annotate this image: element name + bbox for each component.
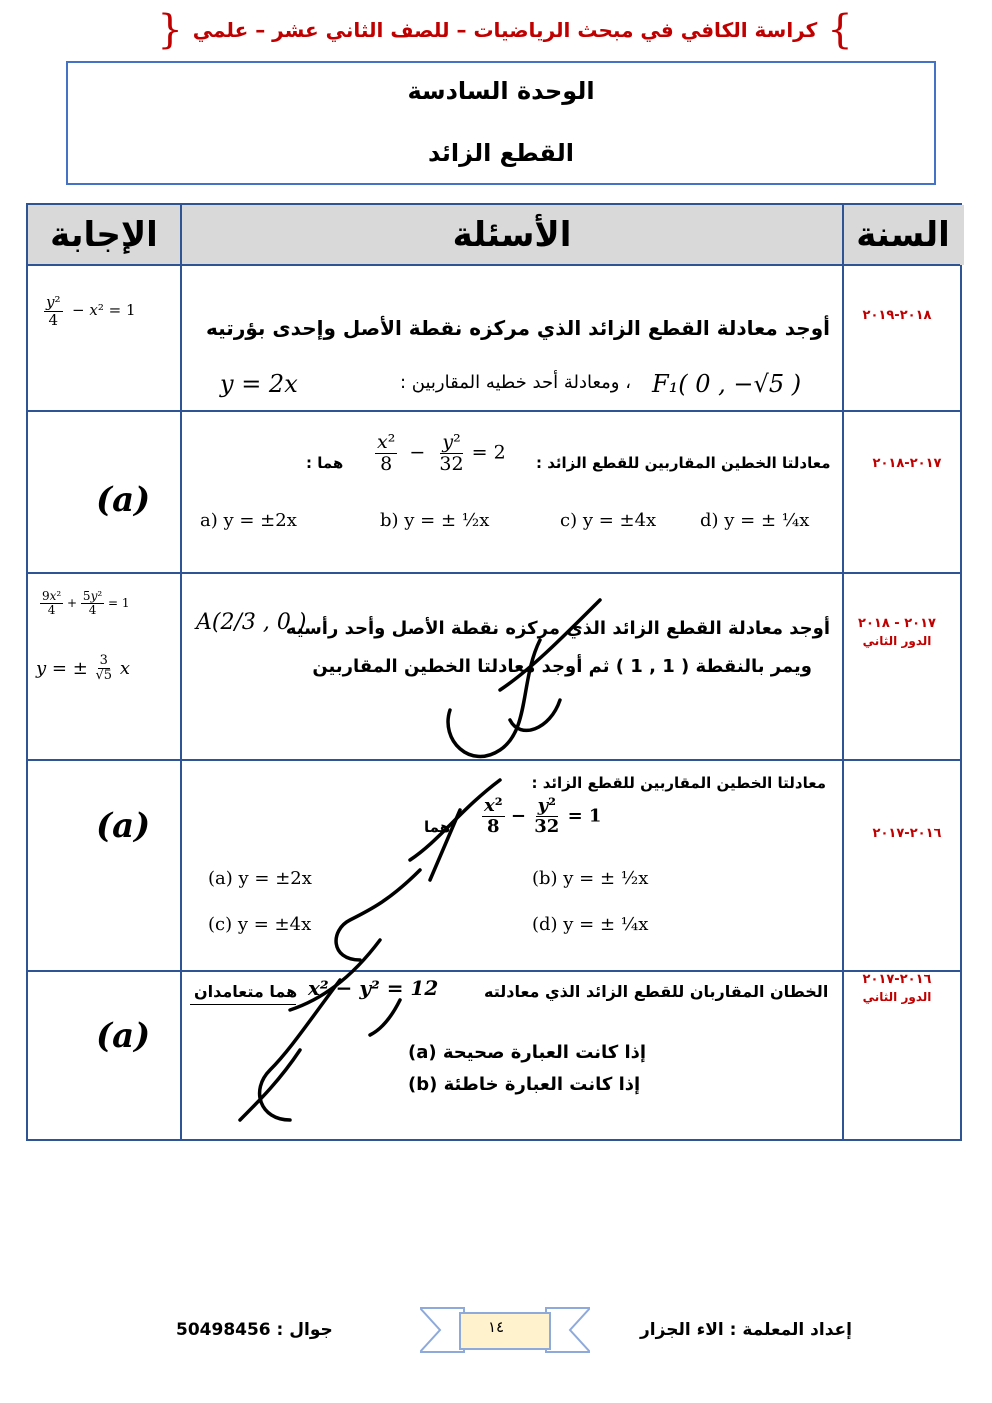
header-year: السنة: [856, 215, 950, 255]
row2-option-c: c) y = ±4x: [560, 510, 657, 531]
row1-asymptote: y = 2x: [220, 370, 298, 398]
row1-question-line2: ، ومعادلة أحد خطيه المقاربين :: [400, 372, 632, 393]
brace-left: {: [827, 7, 853, 53]
row3-question-line2: ويمر بالنقطة ( 1 , 1 ) ثم أوجد معادلتا الخطين المقاربين: [312, 656, 812, 677]
row2-answer: (a): [96, 480, 151, 520]
header-answer: الإجابة: [50, 215, 158, 255]
row4-question-tail: هما: [424, 818, 451, 836]
row5-question-tail: هما متعامدان: [194, 982, 298, 1001]
row3-answer-eq2: y = ± $\frac{3}{√5}$ x: [36, 653, 130, 684]
row-divider: [28, 264, 960, 266]
header-questions: الأسئلة: [452, 215, 572, 255]
row-divider: [28, 410, 960, 412]
row3-vertex: A(2/3 , 0 ): [196, 610, 307, 635]
row1-answer: $\frac{\text{y²}}{4}$ − x² = 1: [46, 293, 136, 329]
col-divider-answer: [180, 205, 182, 1139]
row2-option-b: b) y = ± ½x: [380, 510, 490, 531]
row4-option-a: (a) y = ±2x: [208, 868, 312, 889]
row2-option-a: a) y = ±2x: [200, 510, 297, 531]
row5-question: الخطان المقاربان للقطع الزائد الذي معادلته: [484, 982, 829, 1001]
unit-subtitle: القطع الزائد: [428, 139, 574, 167]
row4-equation: $\frac{\text{x²}}{8}$ − $\frac{\text{y²}}{32}$ = 1: [484, 795, 602, 837]
row4-option-c: (c) y = ±4x: [208, 914, 312, 935]
row5-option-a: (a) إذا كانت العبارة صحيحة: [408, 1042, 647, 1063]
row5-answer: (a): [96, 1016, 151, 1056]
footer-phone: جوال : 50498456: [176, 1320, 333, 1340]
row4-option-b: (b) y = ± ½x: [532, 868, 649, 889]
banner-title: كراسة الكافي في مبحث الرياضيات – للصف الثاني عشر – علمي: [192, 18, 818, 42]
row-divider: [28, 970, 960, 972]
row1-year: ٢٠١٨-٢٠١٩: [862, 308, 932, 323]
header-banner: [157, 7, 853, 53]
row2-question: معادلتا الخطين المقاربين للقطع الزائد :: [536, 454, 831, 472]
row3-answer-eq1: $\frac{\text{9x²}}{4}$ + $\frac{\text{5y²}}{4}$ = 1: [42, 589, 130, 618]
row4-answer: (a): [96, 806, 151, 846]
row3-year: ٢٠١٧ - ٢٠١٨ الدور الثاني: [858, 616, 936, 648]
row3-question-line1: أوجد معادلة القطع الزائد الذي مركزه نقطة الأصل وأحد رأسيه: [285, 618, 830, 639]
row4-option-d: (d) y = ± ¼x: [532, 914, 649, 935]
row1-question-line1: أوجد معادلة القطع الزائد الذي مركزه نقطة الأصل وإحدى بؤرتيه: [206, 316, 830, 340]
underline: [190, 1004, 296, 1005]
row1-focus: F₁( 0 , −√5 ): [652, 370, 802, 398]
row-divider: [28, 759, 960, 761]
footer-teacher: إعداد المعلمة : الاء الجزار: [640, 1320, 852, 1340]
unit-title: الوحدة السادسة: [407, 77, 595, 105]
row5-option-b: (b) إذا كانت العبارة خاطئة: [408, 1074, 641, 1095]
row2-question-tail: هما :: [306, 454, 344, 472]
row2-year: ٢٠١٧-٢٠١٨: [872, 456, 942, 471]
brace-right: }: [157, 7, 183, 53]
row4-question: معادلتا الخطين المقاربين للقطع الزائد :: [531, 774, 826, 792]
row5-equation: x² − y² = 12: [308, 976, 439, 1000]
page-number: ١٤: [487, 1318, 505, 1336]
row4-year: ٢٠١٦-٢٠١٧: [872, 826, 942, 841]
row5-year: ٢٠١٦-٢٠١٧ الدور الثاني: [862, 972, 932, 1004]
row-divider: [28, 572, 960, 574]
row2-equation: $\frac{\text{x²}}{8}$ − $\frac{\text{y²}}{32}$ = 2: [377, 431, 506, 475]
unit-title-box: [66, 61, 936, 185]
row2-option-d: d) y = ± ¼x: [700, 510, 810, 531]
